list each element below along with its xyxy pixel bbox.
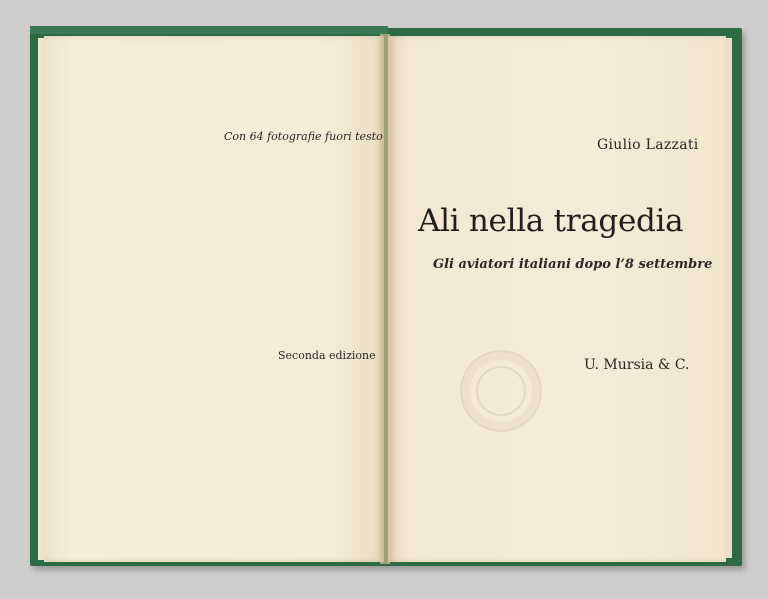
cover-edge [30,26,388,34]
embossed-stamp-icon [460,350,542,432]
book-subtitle: Gli aviatori italiani dopo l’8 settembre [433,257,713,272]
book-gutter [380,34,390,564]
stamp-inner-ring [476,366,526,416]
author-name: Giulio Lazzati [597,137,699,153]
photos-note: Con 64 fotografie fuori testo [224,130,383,143]
book-title: Ali nella tragedia [418,203,684,239]
right-page-edges [724,38,732,558]
edition-label: Seconda edizione [278,349,376,362]
left-page [44,36,384,562]
publisher-name: U. Mursia & C. [584,357,690,373]
right-page [388,36,726,562]
